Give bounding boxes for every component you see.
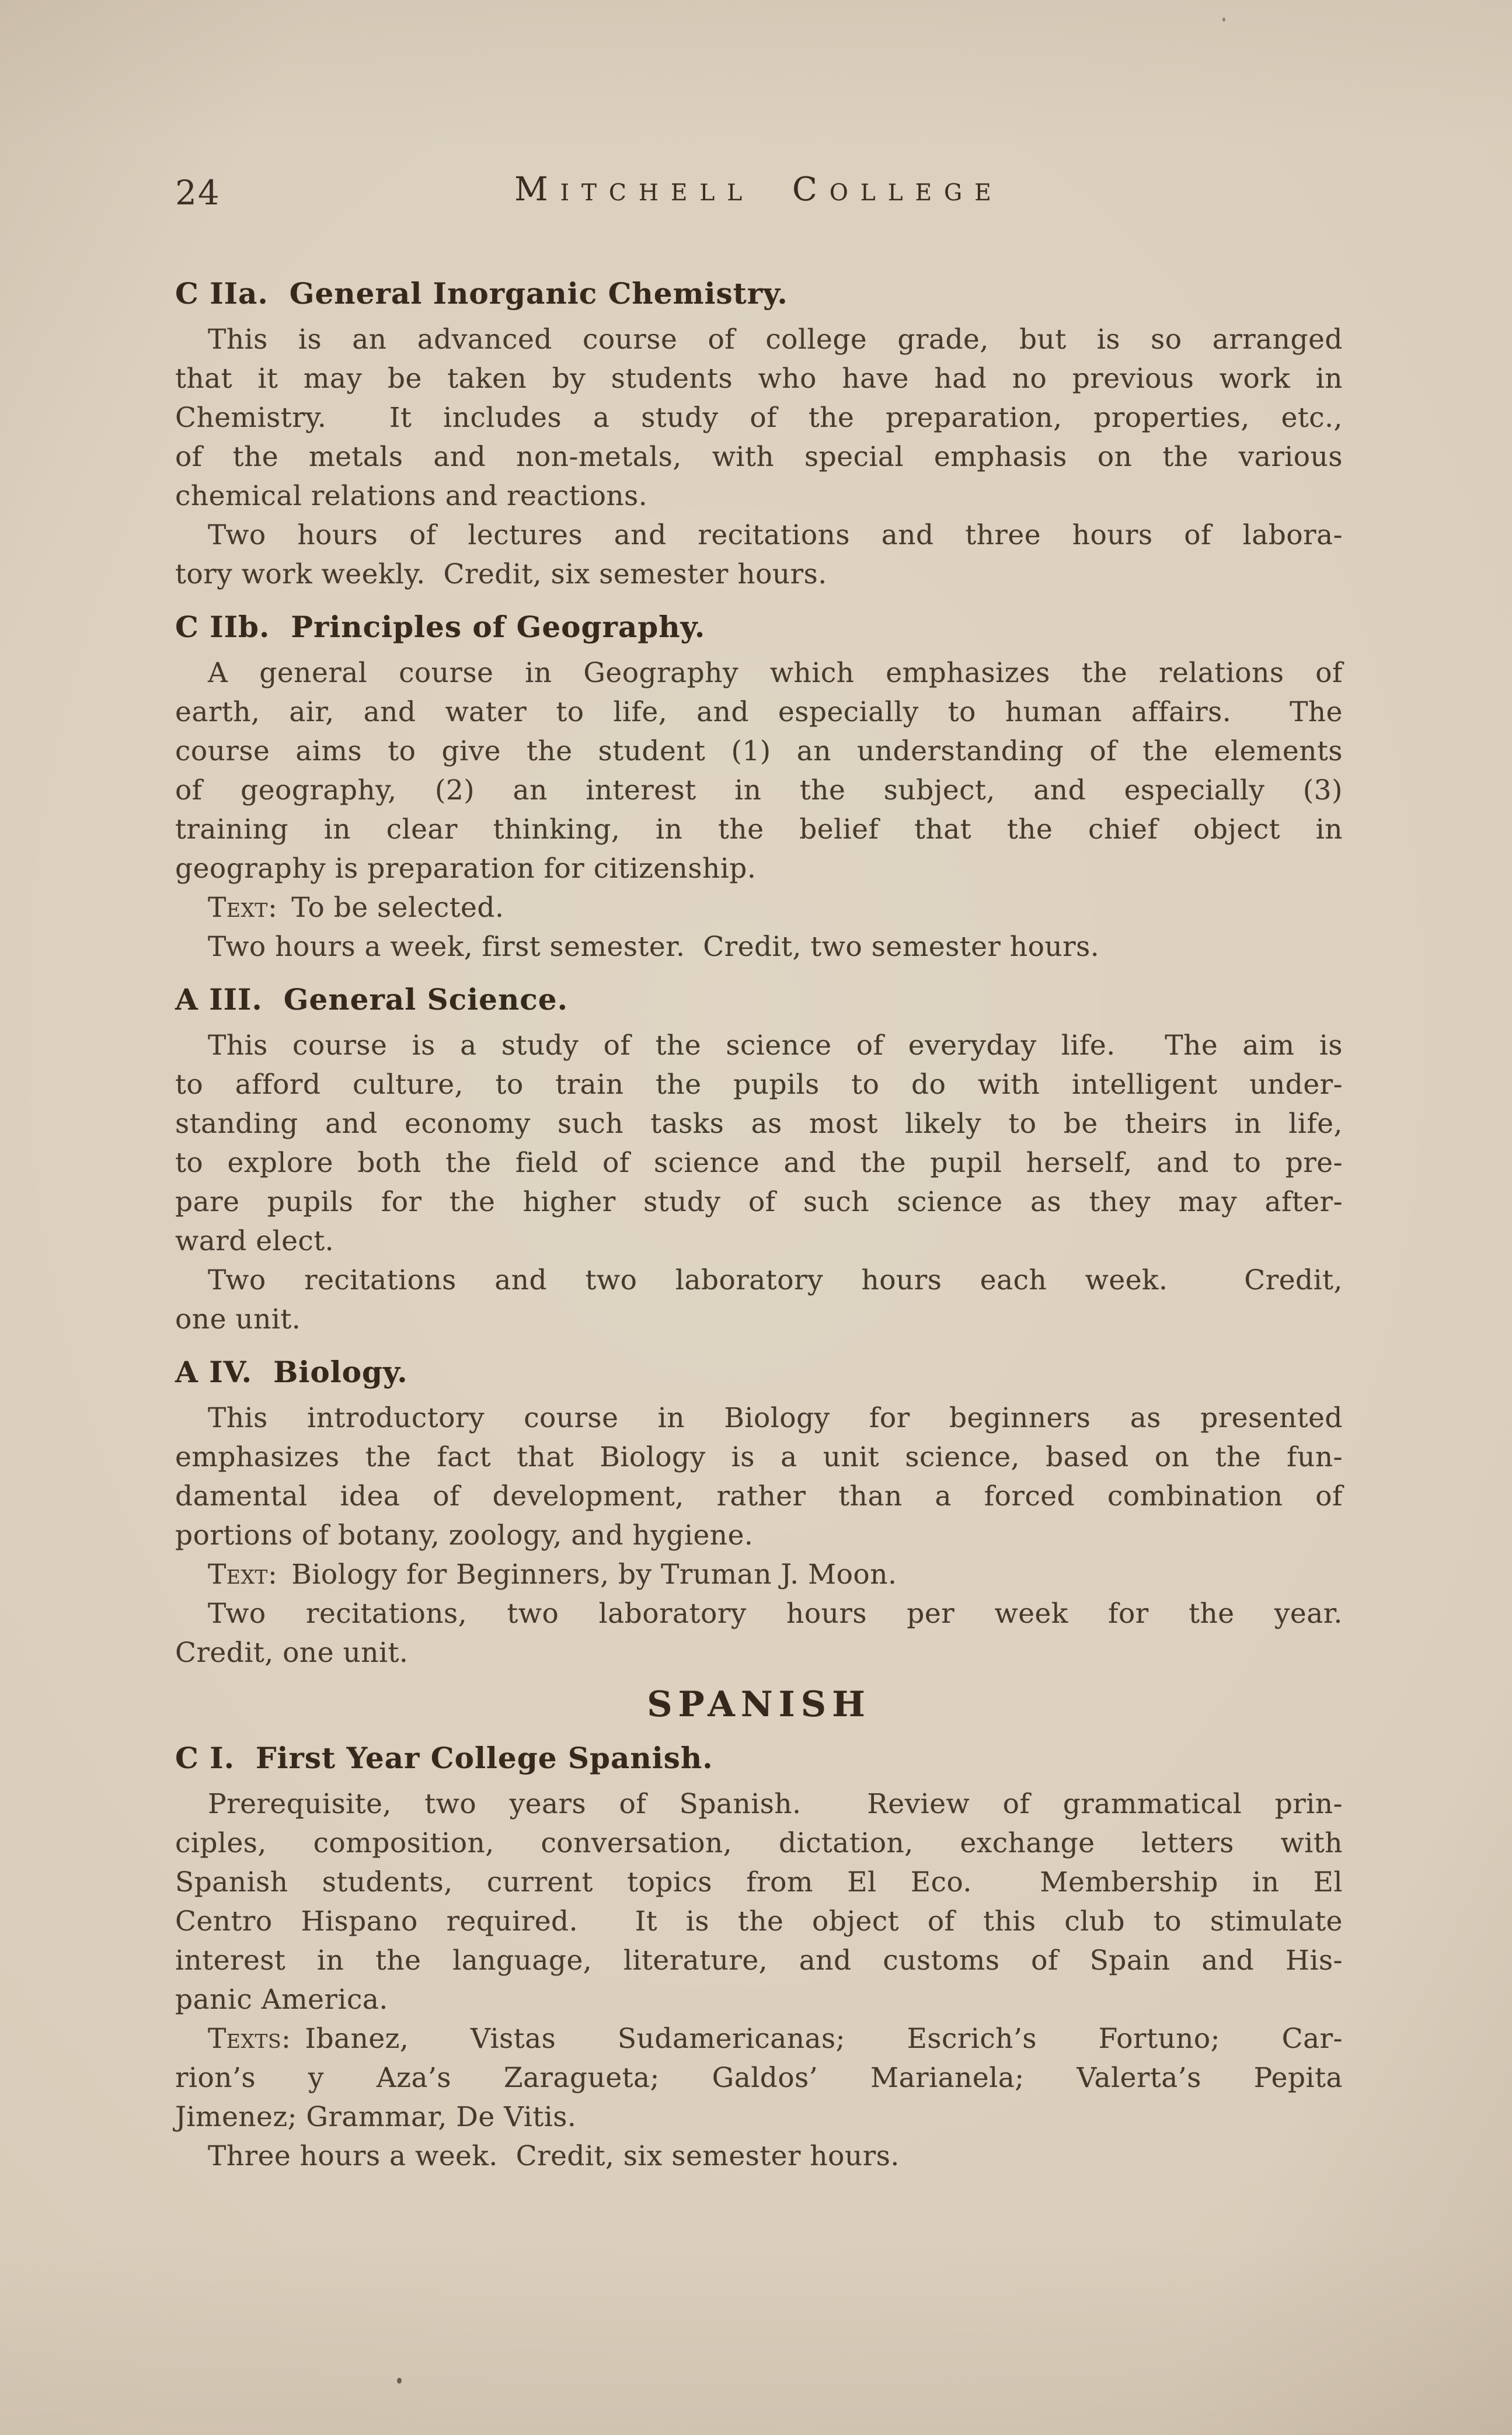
text-line: Three hours a week. Credit, six semester hours.: [208, 2140, 900, 2172]
text-line: tory work weekly. Credit, six semester hours.: [175, 558, 827, 590]
text-line: Centro Hispano required. It is the object of this club to stimulate: [175, 1905, 1343, 1937]
text-line: pare pupils for the higher study of such science as they may after-: [175, 1186, 1343, 1218]
paragraph: [175, 653, 1343, 888]
text-line: Chemistry. It includes a study of the preparation, properties, etc.,: [175, 402, 1343, 434]
text-line: panic America.: [175, 1984, 388, 2016]
text-line: Two recitations and two laboratory hours each week. Credit,: [208, 1264, 1343, 1296]
paragraph: [175, 1594, 1343, 1672]
course-heading: [175, 276, 1343, 312]
paragraph: [175, 2019, 1343, 2137]
course-heading: [175, 609, 1343, 645]
page-number: 24: [175, 173, 221, 213]
page-header: [175, 171, 1343, 217]
text-line: course aims to give the student (1) an understanding of the elements: [175, 735, 1343, 767]
course-title: General Science.: [283, 982, 568, 1017]
course-heading: [175, 1740, 1343, 1776]
paragraph: [175, 1261, 1343, 1339]
text-line: earth, air, and water to life, and especially to human affairs. The: [175, 696, 1343, 728]
paragraph: [175, 1784, 1343, 2019]
smallcaps-label: Texts:: [208, 2023, 291, 2055]
paragraph: [175, 888, 1343, 927]
course-title: General Inorganic Chemistry.: [289, 276, 788, 311]
text-line: standing and economy such tasks as most likely to be theirs in life,: [175, 1108, 1343, 1140]
text-line: Text: Biology for Beginners, by Truman J. Moon.: [208, 1559, 897, 1591]
paper-speck: [397, 2378, 402, 2384]
text-line: of the metals and non-metals, with special emphasis on the various: [175, 441, 1343, 473]
text-line: geography is preparation for citizenship.: [175, 853, 757, 885]
course-heading: [175, 1354, 1343, 1390]
course-code: A IV.: [175, 1355, 253, 1389]
paragraph: [175, 320, 1343, 516]
text-line: ward elect.: [175, 1225, 335, 1257]
page-content: [175, 260, 1343, 2176]
text-line: Two hours of lectures and recitations and three hours of labora-: [208, 519, 1343, 551]
text-line: Texts: Ibanez, Vistas Sudamericanas; Escrich’s Fortuno; Car-: [208, 2023, 1343, 2055]
text-line: This introductory course in Biology for beginners as presented: [208, 1402, 1343, 1434]
section-title: SPANISH: [647, 1684, 871, 1725]
paragraph: [175, 1399, 1343, 1555]
running-header-title: Mitchell College: [514, 171, 1004, 208]
text-line: chemical relations and reactions.: [175, 480, 648, 512]
text-line: This course is a study of the science of everyday life. The aim is: [208, 1029, 1343, 1062]
text-line: Text: To be selected.: [208, 892, 504, 924]
text-line: Jimenez; Grammar, De Vitis.: [175, 2101, 577, 2133]
text-line: rion’s y Aza’s Zaragueta; Galdos’ Marianela; Valerta’s Pepita: [175, 2062, 1343, 2094]
course-code: A III.: [175, 982, 263, 1017]
text-line: Two recitations, two laboratory hours per week for the year.: [208, 1598, 1343, 1630]
paragraph: [175, 2137, 1343, 2176]
text-line: of geography, (2) an interest in the subject, and especially (3): [175, 774, 1343, 806]
text-line: interest in the language, literature, and customs of Spain and His-: [175, 1944, 1343, 1977]
text-line: to explore both the field of science and the pupil herself, and to pre-: [175, 1147, 1343, 1179]
text-line: Prerequisite, two years of Spanish. Review of grammatical prin-: [208, 1788, 1343, 1820]
text-line: one unit.: [175, 1303, 301, 1335]
text-line: portions of botany, zoology, and hygiene.: [175, 1519, 754, 1552]
paper-speck: [1222, 18, 1225, 22]
course-title: First Year College Spanish.: [256, 1741, 713, 1775]
text-line: emphasizes the fact that Biology is a unit science, based on the fun-: [175, 1441, 1343, 1473]
smallcaps-label: Text:: [208, 1559, 278, 1591]
course-title: Biology.: [273, 1355, 408, 1389]
paragraph: [175, 927, 1343, 966]
paragraph: [175, 1026, 1343, 1261]
text-line: Spanish students, current topics from El Eco. Membership in El: [175, 1866, 1343, 1898]
course-code: C I.: [175, 1741, 235, 1775]
course-heading: [175, 982, 1343, 1018]
paragraph: [175, 516, 1343, 594]
smallcaps-label: Text:: [208, 892, 278, 924]
text-line: damental idea of development, rather than a forced combination of: [175, 1480, 1343, 1512]
course-title: Principles of Geography.: [291, 610, 706, 644]
text-line: that it may be taken by students who have had no previous work in: [175, 363, 1343, 395]
text-line: Credit, one unit.: [175, 1637, 409, 1669]
text-line: ciples, composition, conversation, dictation, exchange letters with: [175, 1827, 1343, 1859]
text-line: This is an advanced course of college grade, but is so arranged: [208, 323, 1343, 356]
text-line: Two hours a week, first semester. Credit, two semester hours.: [208, 931, 1100, 963]
course-code: C IIb.: [175, 610, 270, 644]
course-code: C IIa.: [175, 276, 269, 311]
text-line: A general course in Geography which emphasizes the relations of: [208, 657, 1343, 689]
paragraph: [175, 1555, 1343, 1594]
text-line: training in clear thinking, in the belief that the chief object in: [175, 813, 1343, 846]
text-line: to afford culture, to train the pupils to do with intelligent under-: [175, 1069, 1343, 1101]
